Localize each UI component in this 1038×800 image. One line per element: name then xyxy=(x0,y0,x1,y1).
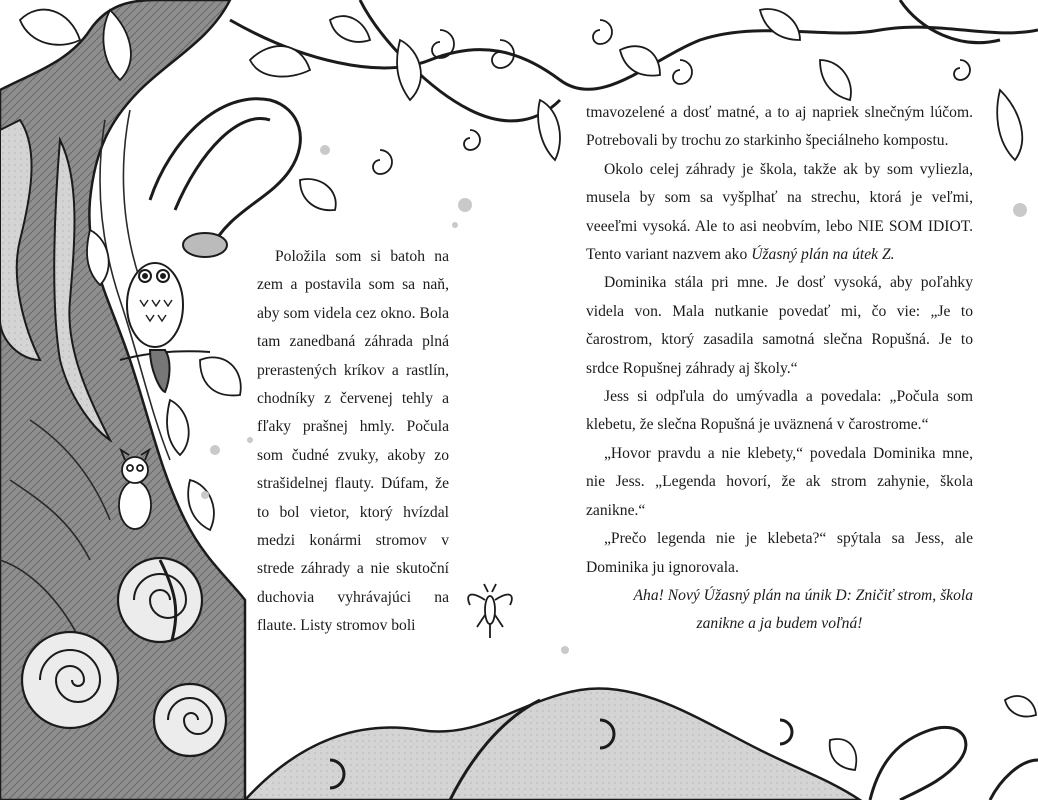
paragraph-1: tmavozelené a dosť matné, a to aj napriek slnečným lúčom. Potrebovali by trochu zo starkinho špeciálneho kompostu. xyxy=(586,104,973,150)
paragraph-4: Jess si odpľula do umývadla a povedala: „Počula som klebetu, že slečna Ropušná je uväznená v čarostrome.“ xyxy=(586,388,973,434)
paragraph-7-line-2: zanikne a ja budem voľná! xyxy=(696,615,863,633)
left-text-column xyxy=(257,243,449,641)
left-paragraph: Položila som si batoh na zem a postavila som sa naň, aby som videla cez okno. Bola tam zanedbaná záhrada plná prerastených kríkov a rastlín, chodníky z červenej tehly a fľaky prašnej hmly. Počula som čudné zvuky, akoby zo strašidelnej flauty. Dúfam, že to bol vietor, ktorý hvízdal medzi konármi stromov v strede záhrady a nie skutoční duchovia vyhrávajúci na flaute. Listy stromov boli xyxy=(257,248,449,635)
plan-z-title: Úžasný plán na útek Z. xyxy=(751,246,895,264)
right-text-column xyxy=(586,99,973,639)
paragraph-3: Dominika stála pri mne. Je dosť vysoká, aby poľahky videla von. Mala nutkanie povedať mi, čo vie: „Je to čarostrom, ktorý zasadila samotná slečna Ropušná. Je to srdce Ropušnej záhrady aj školy.“ xyxy=(586,274,973,377)
paragraph-2 xyxy=(586,156,973,270)
paragraph-6: „Prečo legenda nie je klebeta?“ spýtala sa Jess, ale Dominika ju ignorovala. xyxy=(586,530,973,576)
paragraph-5: „Hovor pravdu a nie klebety,“ povedala Dominika mne, nie Jess. „Legenda hovorí, že ak strom zahynie, škola zanikne.“ xyxy=(586,444,973,519)
paragraph-2-text: Okolo celej záhrady je škola, takže ak by som vyliezla, musela by som sa vyšplhať na strechu, ktorá je veľmi, veeeľmi vysoká. Ale to asi neobvím, lebo NIE SOM IDIOT. Tento variant nazvem ako xyxy=(586,160,973,264)
paragraph-7-line-1: Aha! Nový Úžasný plán na únik D: Zničiť strom, škola xyxy=(633,586,973,604)
